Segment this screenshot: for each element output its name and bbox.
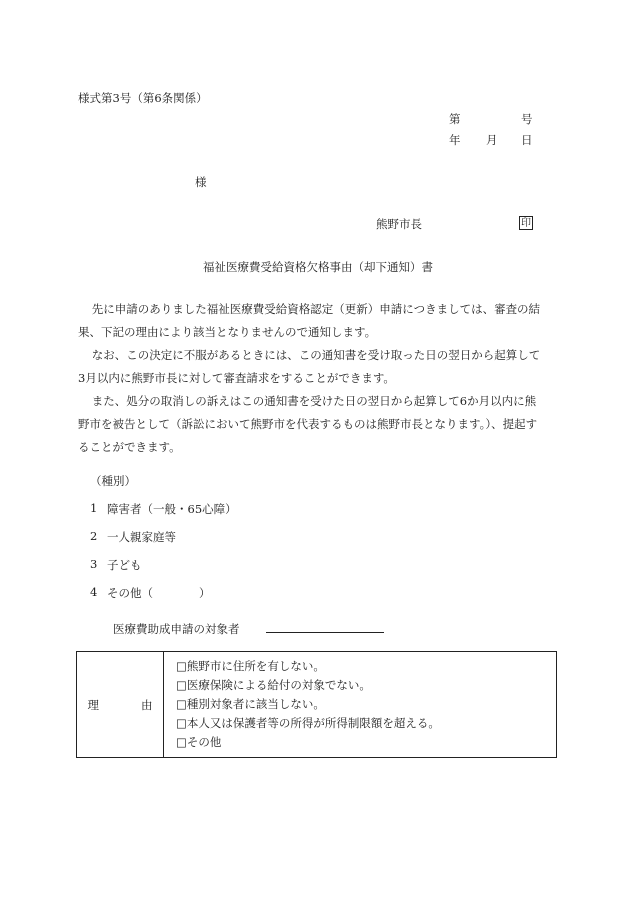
category-3-label: 子ども <box>107 558 142 572</box>
reason-options-cell <box>164 652 557 758</box>
reason-option-no-insurance: □医療保険による給付の対象でない。 <box>176 678 371 692</box>
paragraph-3-line-1: また、処分の取消しの訴えはこの通知書を受けた日の翌日から起算して6か月以内に熊 <box>91 394 537 408</box>
body-text <box>78 298 556 459</box>
reason-option-income-limit: □本人又は保護者等の所得が所得制限額を超える。 <box>176 716 440 730</box>
paragraph-2-line-2: 3月以内に熊野市長に対して審査請求をすることができます。 <box>78 371 395 385</box>
category-2-label: 一人親家庭等 <box>107 530 176 544</box>
recipient-suffix: 様 <box>195 175 207 189</box>
target-label: 医療費助成申請の対象者 <box>113 622 240 636</box>
paragraph-3-line-2: 野市を被告として（訴訟において熊野市を代表するものは熊野市長となります。）、提起す <box>78 417 538 431</box>
number-dai: 第 <box>449 112 461 126</box>
category-1-num: 1 <box>90 501 98 515</box>
paragraph-1-line-1: 先に申請のありました福祉医療費受給資格認定（更新）申請につきましては、審査の結 <box>91 302 541 316</box>
reason-option-not-eligible: □種別対象者に該当しない。 <box>176 697 325 711</box>
document-title: 福祉医療費受給資格欠格事由（却下通知）書 <box>203 260 433 274</box>
reason-label-cell <box>77 652 164 758</box>
category-4-num: 4 <box>90 585 98 599</box>
reason-option-other: □その他 <box>176 735 222 749</box>
paragraph-3-line-3: ることができます。 <box>78 440 181 454</box>
seal-stamp: 印 <box>521 218 531 229</box>
category-1-label: 障害者（一般・65心障） <box>107 502 237 516</box>
reason-label-right: 由 <box>141 697 153 712</box>
reason-option-no-address: □熊野市に住所を有しない。 <box>176 659 325 673</box>
date-month: 月 <box>486 133 498 147</box>
category-4-label: その他（ ） <box>107 586 211 600</box>
target-name-line <box>266 620 384 633</box>
category-heading: （種別） <box>90 474 136 488</box>
category-2-num: 2 <box>90 529 98 543</box>
paragraph-1-line-2: 果、下記の理由により該当となりませんので通知します。 <box>78 325 377 339</box>
date-day: 日 <box>521 133 533 147</box>
paragraph-2-line-1: なお、この決定に不服があるときには、この通知書を受け取った日の翌日から起算して <box>91 348 541 362</box>
form-number: 様式第3号（第6条関係） <box>78 91 208 105</box>
reason-table <box>76 651 557 758</box>
date-year: 年 <box>449 133 461 147</box>
sender: 熊野市長 <box>376 217 422 231</box>
number-go: 号 <box>521 112 533 126</box>
category-3-num: 3 <box>90 557 98 571</box>
reason-label-left: 理 <box>87 697 99 712</box>
seal-mark <box>519 215 533 230</box>
